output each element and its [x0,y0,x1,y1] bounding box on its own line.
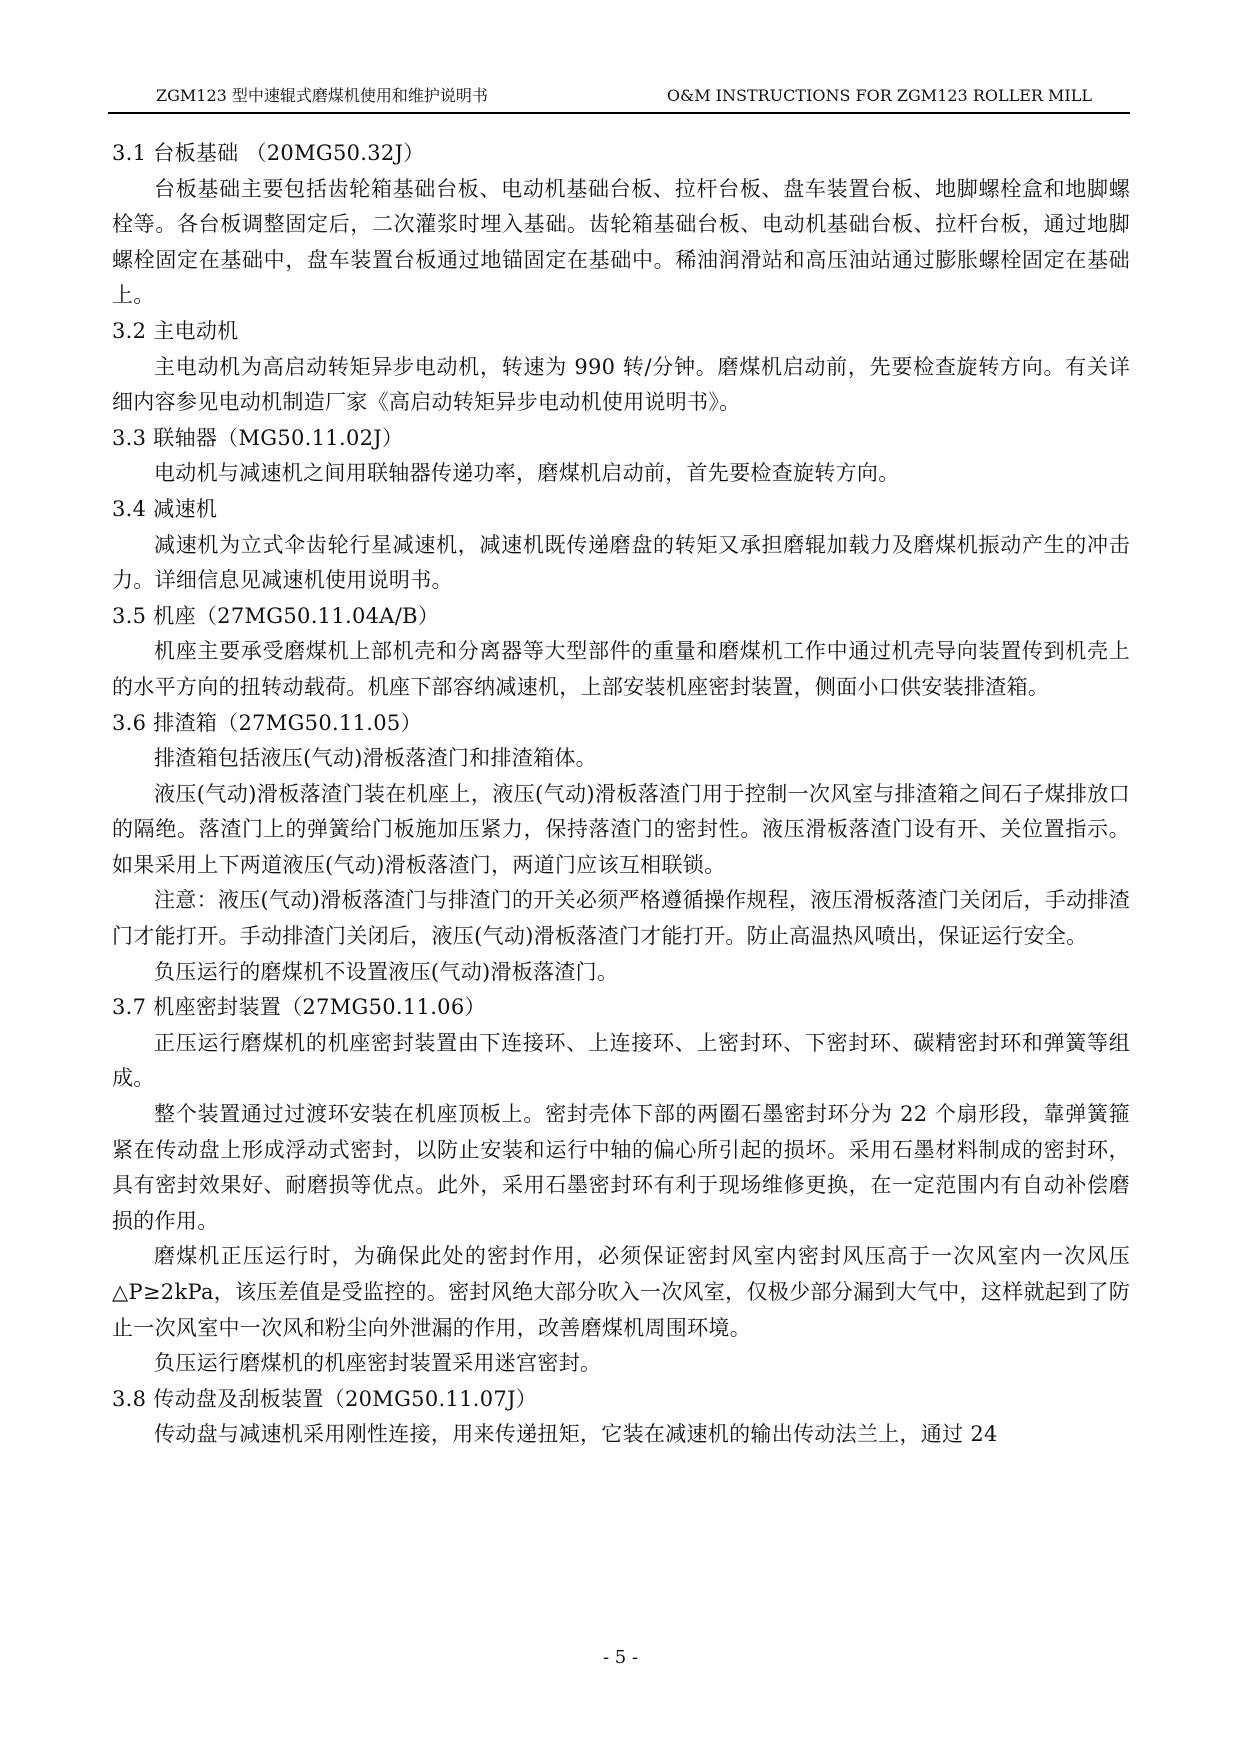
section-heading-3-1: 3.1 台板基础 （20MG50.32J） [112,141,425,165]
section-heading-3-5: 3.5 机座（27MG50.11.04A/B） [112,603,440,628]
paragraph: 磨煤机正压运行时，为确保此处的密封作用，必须保证密封风室内密封风压高于一次风室内一次风压△P≥2kPa，该压差值是受监控的。密封风绝大部分吹入一次风室，仅极少部分漏到大气中，这样就起到了防止一次风室中一次风和粉尘向外泄漏的作用，改善磨煤机周围环境。 [112,1244,1130,1340]
paragraph: 主电动机为高启动转矩异步电动机，转速为 990 转/分钟。磨煤机启动前，先要检查旋转方向。有关详细内容参见电动机制造厂家《高启动转矩异步电动机使用说明书》。 [112,354,1130,415]
page-header [108,84,1130,114]
paragraph: 减速机为立式伞齿轮行星减速机，减速机既传递磨盘的转矩又承担磨辊加载力及磨煤机振动产生的冲击力。详细信息见减速机使用说明书。 [112,532,1130,593]
section-heading-3-2: 3.2 主电动机 [112,318,239,343]
paragraph: 整个装置通过过渡环安装在机座顶板上。密封壳体下部的两圈石墨密封环分为 22 个扇形段，靠弹簧箍紧在传动盘上形成浮动式密封，以防止安装和运行中轴的偏心所引起的损坏。采用石墨材料制成的密封环，具有密封效果好、耐磨损等优点。此外，采用石墨密封环有利于现场维修更换，在一定范围内有自动补偿磨损的作用。 [112,1102,1130,1233]
paragraph: 负压运行磨煤机的机座密封装置采用迷宫密封。 [154,1351,602,1376]
paragraph: 正压运行磨煤机的机座密封装置由下连接环、上连接环、上密封环、下密封环、碳精密封环和弹簧等组成。 [112,1030,1130,1091]
section-heading-3-7: 3.7 机座密封装置（27MG50.11.06） [112,995,486,1020]
paragraph: 液压(气动)滑板落渣门装在机座上，液压(气动)滑板落渣门用于控制一次风室与排渣箱之间石子煤排放口的隔绝。落渣门上的弹簧给门板施加压紧力，保持落渣门的密封性。液压滑板落渣门设有开、关位置指示。如果采用上下两道液压(气动)滑板落渣门，两道门应该互相联锁。 [112,781,1130,877]
paragraph: 电动机与减速机之间用联轴器传递功率，磨煤机启动前，首先要检查旋转方向。 [154,461,900,486]
paragraph-note: 注意：液压(气动)滑板落渣门与排渣门的开关必须严格遵循操作规程，液压滑板落渣门关闭后，手动排渣门才能打开。手动排渣门关闭后，液压(气动)滑板落渣门才能打开。防止高温热风喷出，保证运行安全。 [112,888,1130,949]
header-title-en: O&M INSTRUCTIONS FOR ZGM123 ROLLER MILL [666,86,1092,105]
paragraph: 负压运行的磨煤机不设置液压(气动)滑板落渣门。 [154,959,619,984]
document-body [112,136,1130,1453]
paragraph: 机座主要承受磨煤机上部机壳和分离器等大型部件的重量和磨煤机工作中通过机壳导向装置传到机壳上的水平方向的扭转动载荷。机座下部容纳减速机，上部安装机座密封装置，侧面小口供安装排渣箱。 [112,639,1130,699]
section-heading-3-6: 3.6 排渣箱（27MG50.11.05） [112,710,422,735]
paragraph: 台板基础主要包括齿轮箱基础台板、电动机基础台板、拉杆台板、盘车装置台板、地脚螺栓盒和地脚螺栓等。各台板调整固定后，二次灌浆时埋入基础。齿轮箱基础台板、电动机基础台板、拉杆台板，通过地脚螺栓固定在基础中，盘车装置台板通过地锚固定在基础中。稀油润滑站和高压油站通过膨胀螺栓固定在基础上。 [112,176,1130,308]
section-heading-3-3: 3.3 联轴器（MG50.11.02J） [112,425,404,450]
section-heading-3-4: 3.4 减速机 [112,496,218,521]
page-number: - 5 - [602,1647,639,1668]
paragraph: 传动盘与减速机采用刚性连接，用来传递扭矩，它装在减速机的输出传动法兰上，通过 24 [154,1422,998,1447]
section-heading-3-8: 3.8 传动盘及刮板装置（20MG50.11.07J） [112,1386,538,1411]
header-title-cn: ZGM123 型中速辊式磨煤机使用和维护说明书 [156,86,488,105]
paragraph: 排渣箱包括液压(气动)滑板落渣门和排渣箱体。 [154,746,597,771]
